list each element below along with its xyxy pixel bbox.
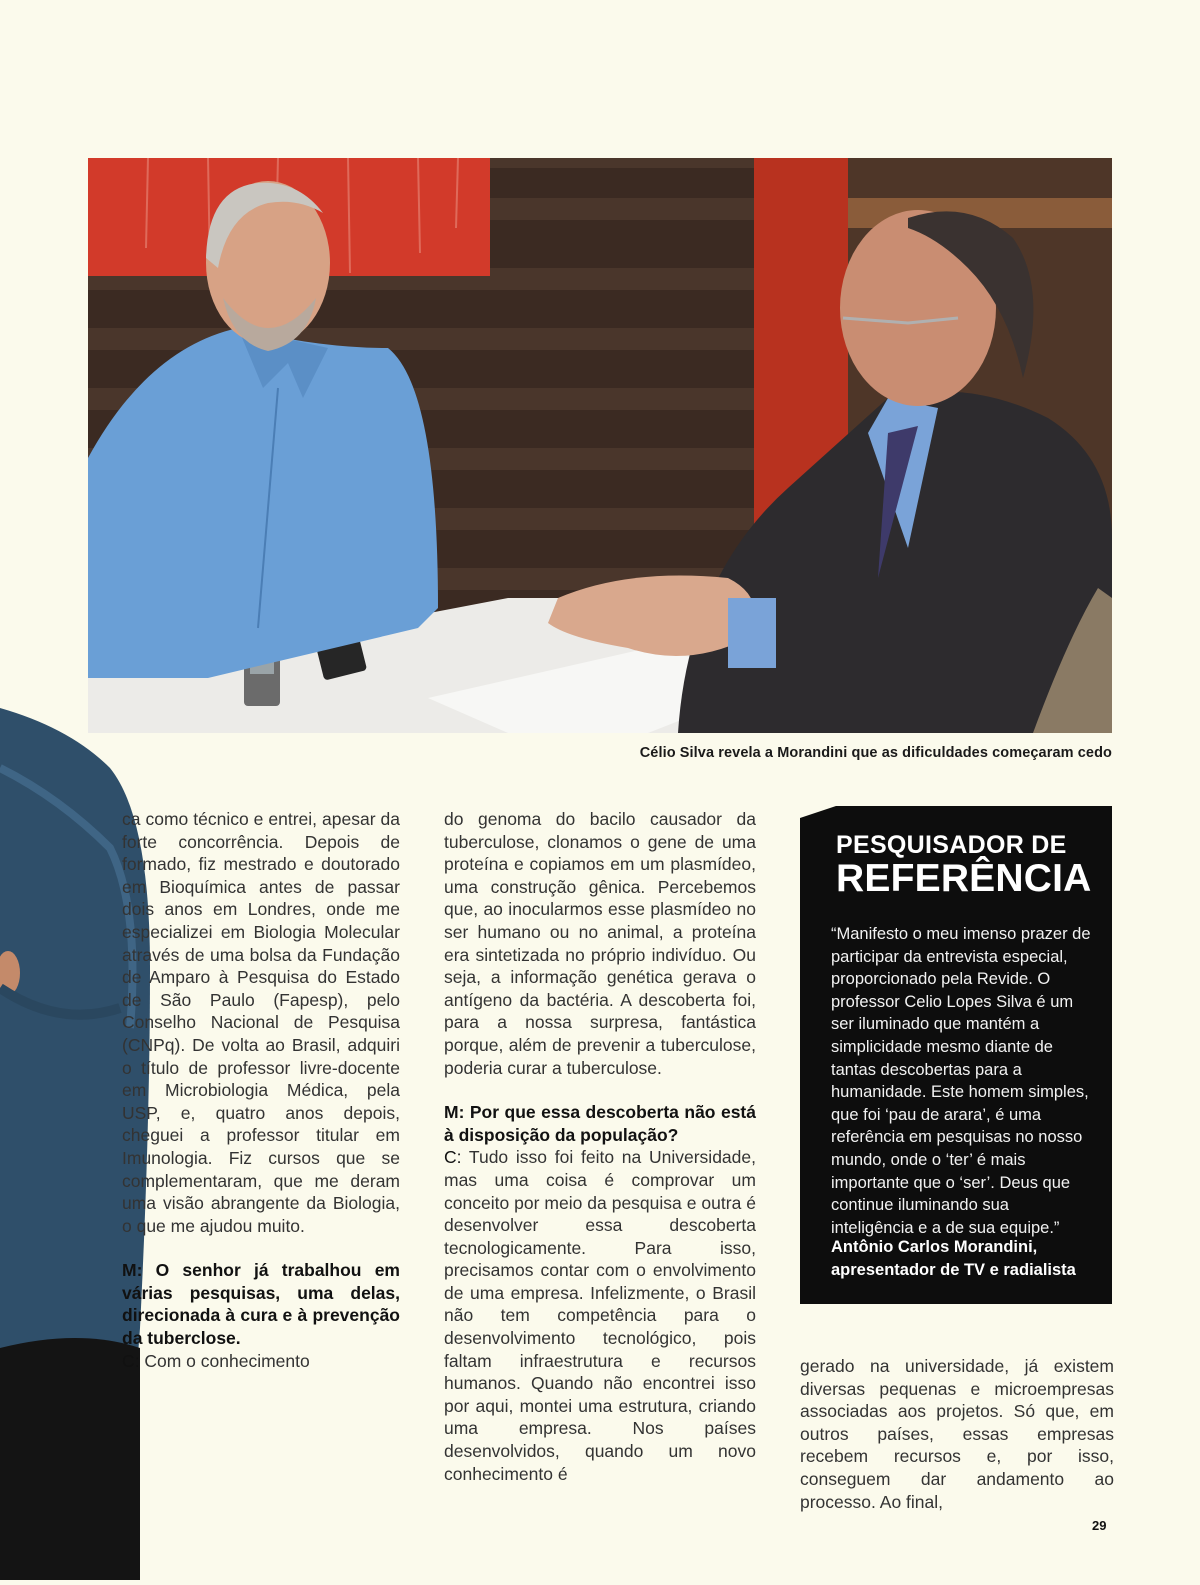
interview-answer [122, 1350, 400, 1373]
sidebar-kicker: PESQUISADOR DE [836, 831, 1067, 859]
article-column-1 [122, 808, 400, 1372]
quote-sidebar [800, 806, 1112, 1304]
article-column-3 [800, 1355, 1114, 1513]
body-paragraph: gerado na universidade, já existem diversas pequenas e microempresas associadas aos projetos. Só que, em outros países, essas empresas recebem recursos e, por isso, conseguem dar andamento ao processo. Ao final, [800, 1356, 1114, 1512]
sidebar-notch [800, 806, 836, 818]
answer-text: Com o conhecimento [139, 1350, 310, 1371]
interview-question: M: O senhor já trabalhou em várias pesquisas, uma delas, direcionada à cura e à prevenção da tuberclose. [122, 1260, 400, 1349]
interview-question: M: Por que essa descoberta não está à disposição da população? [444, 1102, 756, 1145]
answer-speaker-label: C: [444, 1147, 462, 1168]
interview-photo [88, 158, 1112, 733]
sidebar-author: Antônio Carlos Morandini, apresentador de TV e radialista [831, 1238, 1076, 1279]
sidebar-title: REFERÊNCIA [836, 857, 1092, 900]
answer-speaker-label: C: [122, 1350, 140, 1371]
interview-answer [444, 1146, 756, 1485]
photo-caption: Célio Silva revela a Morandini que as dificuldades começaram cedo [639, 745, 1112, 761]
body-paragraph: ca como técnico e entrei, apesar da forte concorrência. Depois de formado, fiz mestrado e doutorado em Bioquímica antes de passar dois anos em Londres, onde me especializei em Biologia Molecular através de uma bolsa da Fundação de Amparo à Pesquisa do Estado de São Paulo (Fapesp), pelo Conselho Nacional de Pesquisa (CNPq). De volta ao Brasil, adquiri o título de professor livre-docente em Microbiologia Médica, pela USP, e, quatro anos depois, cheguei a professor titular em Imunologia. Fiz cursos que se complementaram, que me deram uma visão abrangente da Biologia, o que me ajudou muito. [122, 809, 400, 1236]
body-paragraph: do genoma do bacilo causador da tuberculose, clonamos o gene de uma proteína e copiamos em um plasmídeo, uma construção gênica. Percebemos que, ao inocularmos esse plasmídeo no ser humano ou no animal, a proteína era sintetizada no próprio indivíduo. Ou seja, a informação genética gerava o antígeno da bactéria. A descoberta foi, para a nossa surpresa, fantástica porque, além de prevenir a tuberculose, poderia curar a tuberculose. [444, 809, 756, 1078]
page-number: 29 [1092, 1518, 1107, 1533]
answer-text: Tudo isso foi feito na Universidade, mas uma coisa é comprovar um conceito por meio da pesquisa e outra é desenvolver essa descoberta tecnologicamente. Para isso, precisamos contar com o envolvimento de uma empresa. Infelizmente, o Brasil não tem competência para o desenvolvimento tecnológico, pois faltam infraestrutura e recursos humanos. Quando não encontrei isso por aqui, montei uma estrutura, criando uma empresa. Nos países desenvolvidos, quando um novo conhecimento é [444, 1147, 756, 1484]
article-column-2 [444, 808, 756, 1485]
interview-photo-illustration [88, 158, 1112, 733]
sidebar-quote: “Manifesto o meu imenso prazer de participar da entrevista especial, proporcionado pela Revide. O professor Celio Lopes Silva é um ser iluminado que mantém a simplicidade mesmo diante de tantas descobertas para a humanidade. Este homem simples, que foi ‘pau de arara’, é uma referência em pesquisas no nosso mundo, onde o ‘ter’ é mais importante que o ‘ser’. Deus que continue iluminando sua inteligência e a de sua equipe.” [831, 925, 1091, 1237]
